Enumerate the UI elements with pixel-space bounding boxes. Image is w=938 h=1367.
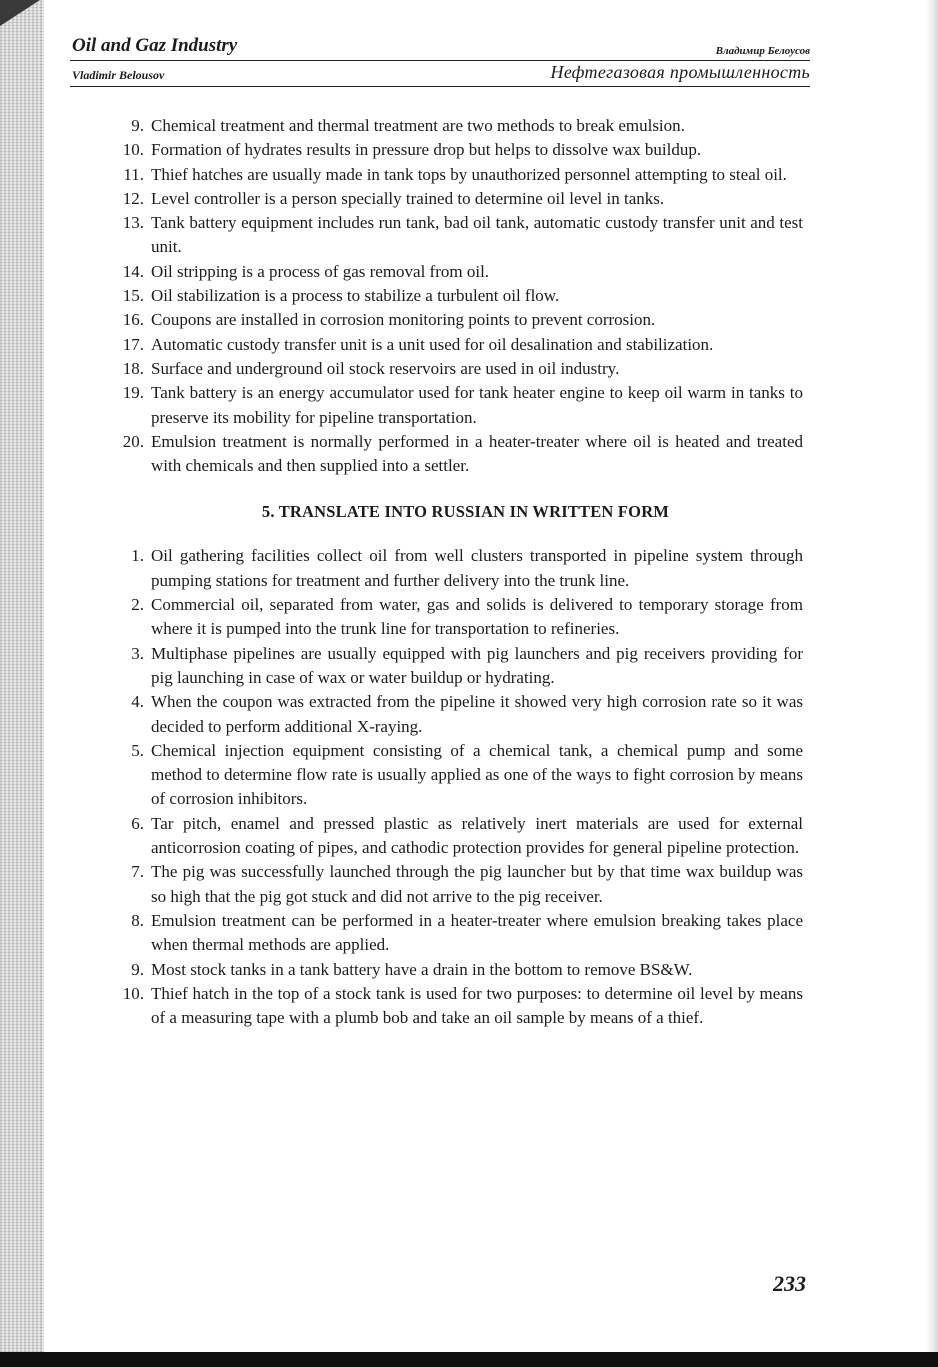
item-text: Chemical injection equipment consisting of a chemical tank, a chemical pump and some method to determine flow rate is usually applied as one of the ways to fight corrosion by means of corrosion inhibitors.: [151, 740, 803, 809]
item-text: Oil stripping is a process of gas removal from oil.: [151, 261, 490, 281]
list-item: [108, 909, 803, 958]
list-item: [108, 163, 803, 187]
item-text: Formation of hydrates results in pressure drop but helps to dissolve wax buildup.: [151, 140, 702, 160]
item-number: 10.: [122, 140, 144, 160]
item-number: 2.: [131, 595, 144, 615]
running-header-bottom: [70, 62, 810, 87]
page-edge-shadow: [926, 0, 938, 1367]
translation-list: [108, 544, 803, 1030]
list-item: [108, 187, 803, 211]
header-author-en: Vladimir Belousov: [72, 68, 165, 82]
item-text: Emulsion treatment is normally performed in a heater-treater where oil is heated and treated with chemicals and then supplied into a settler.: [151, 431, 803, 476]
item-text: Oil stabilization is a process to stabilize a turbulent oil flow.: [151, 286, 560, 306]
item-number: 20.: [122, 431, 144, 451]
item-text: Oil gathering facilities collect oil from well clusters transported in pipeline system through pumping stations for treatment and further delivery into the trunk line.: [151, 546, 803, 590]
item-text: Thief hatches are usually made in tank tops by unauthorized personnel attempting to steal oil.: [151, 164, 787, 184]
list-item: [108, 260, 803, 284]
item-text: Tar pitch, enamel and pressed plastic as relatively inert materials are used for external anticorrosion coating of pipes, and cathodic protection provides for general pipeline protection.: [151, 813, 803, 858]
item-number: 16.: [122, 310, 144, 330]
item-text: The pig was successfully launched through the pig launcher but by that time wax buildup was so high that the pig got stuck and did not arrive to the pig receiver.: [151, 862, 803, 906]
list-item: [108, 860, 803, 909]
statements-list: [108, 114, 803, 478]
item-number: 5.: [131, 740, 144, 760]
list-item: [108, 284, 803, 308]
item-text: Automatic custody transfer unit is a unit used for oil desalination and stabilization.: [151, 334, 714, 354]
item-number: 11.: [123, 164, 144, 184]
list-item: [108, 982, 803, 1031]
item-text: When the coupon was extracted from the pipeline it showed very high corrosion rate so it was decided to perform additional X-raying.: [151, 692, 803, 736]
list-item: [108, 430, 803, 479]
page-number: 233: [773, 1271, 806, 1296]
item-number: 9.: [131, 959, 144, 979]
item-number: 14.: [122, 261, 144, 281]
item-number: 7.: [131, 862, 144, 882]
item-text: Coupons are installed in corrosion monitoring points to prevent corrosion.: [151, 310, 656, 330]
list-item: [108, 544, 803, 593]
book-binding-shadow: [0, 0, 44, 1367]
item-number: 6.: [131, 813, 144, 833]
item-text: Commercial oil, separated from water, gas and solids is delivered to temporary storage from where it is pumped into the trunk line for transportation to refineries.: [151, 595, 803, 639]
item-text: Level controller is a person specially trained to determine oil level in tanks.: [151, 188, 665, 208]
item-number: 13.: [122, 213, 144, 233]
item-text: Surface and underground oil stock reservoirs are used in oil industry.: [151, 358, 620, 378]
item-number: 10.: [122, 983, 144, 1003]
item-text: Tank battery equipment includes run tank, bad oil tank, automatic custody transfer unit and test unit.: [151, 213, 803, 257]
item-number: 19.: [122, 383, 144, 403]
item-text: Multiphase pipelines are usually equipped with pig launchers and pig receivers providing for pig launching in case of wax or water buildup or hydrating.: [151, 643, 803, 687]
page-body: [108, 114, 803, 1030]
header-book-title: Oil and Gaz Industry: [72, 35, 238, 56]
scan-bottom-border: [0, 1352, 938, 1367]
item-number: 3.: [131, 643, 144, 663]
list-item: [108, 958, 803, 982]
item-number: 15.: [122, 286, 144, 306]
item-text: Most stock tanks in a tank battery have a drain in the bottom to remove BS&W.: [151, 959, 693, 979]
item-text: Chemical treatment and thermal treatment are two methods to break emulsion.: [151, 116, 685, 135]
item-number: 1.: [131, 546, 144, 566]
list-item: [108, 333, 803, 357]
item-number: 18.: [122, 358, 144, 378]
list-item: [108, 812, 803, 861]
item-number: 9.: [131, 116, 144, 135]
item-number: 4.: [131, 692, 144, 712]
item-number: 17.: [122, 334, 144, 354]
list-item: [108, 114, 803, 138]
list-item: [108, 308, 803, 332]
running-header-top: [70, 34, 810, 61]
item-number: 12.: [122, 188, 144, 208]
list-item: [108, 690, 803, 739]
list-item: [108, 381, 803, 430]
item-text: Tank battery is an energy accumulator used for tank heater engine to keep oil warm in tanks to preserve its mobility for pipeline transportation.: [151, 383, 803, 427]
item-text: Thief hatch in the top of a stock tank is used for two purposes: to determine oil level by means of a measuring tape with a plumb bob and take an oil sample by means of a thief.: [151, 983, 803, 1028]
list-item: [108, 739, 803, 812]
item-number: 8.: [131, 910, 144, 930]
list-item: [108, 211, 803, 260]
header-author-ru: Владимир Белоусов: [715, 45, 810, 57]
binding-corner-shadow: [0, 0, 40, 26]
section-title: 5. TRANSLATE INTO RUSSIAN IN WRITTEN FORM: [261, 502, 670, 522]
header-book-title-ru: Нефтегазовая промышленность: [550, 62, 810, 82]
item-text: Emulsion treatment can be performed in a heater-treater where emulsion breaking takes place when thermal methods are applied.: [151, 910, 803, 955]
list-item: [108, 138, 803, 162]
list-item: [108, 357, 803, 381]
list-item: [108, 642, 803, 691]
list-item: [108, 593, 803, 642]
